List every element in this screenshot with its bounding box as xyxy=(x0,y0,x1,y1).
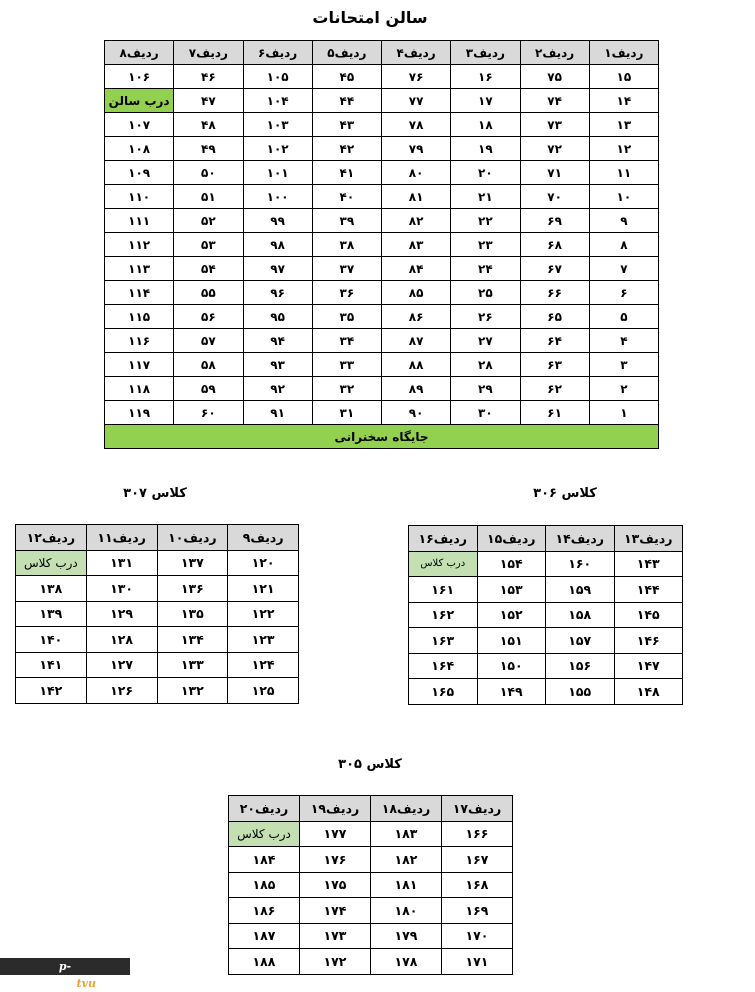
seat-number-cell: ۴۴ xyxy=(312,89,381,113)
seat-number-cell: ۹۵ xyxy=(243,305,312,329)
seat-number-cell: ۴۶ xyxy=(174,65,243,89)
seat-number-cell: ۱۵۰ xyxy=(477,653,546,679)
seat-number-cell: ۶ xyxy=(589,281,658,305)
seat-number-cell: ۱۰۸ xyxy=(105,137,174,161)
class-307-table xyxy=(15,524,299,704)
column-header: ردیف۱۶ xyxy=(409,526,478,552)
seat-number-cell: ۱۷ xyxy=(451,89,520,113)
seat-number-cell: ۱۳۸ xyxy=(16,576,87,602)
seat-number-cell: ۶۴ xyxy=(520,329,589,353)
seat-number-cell: ۱۶۶ xyxy=(442,821,513,847)
seat-number-cell: ۶۵ xyxy=(520,305,589,329)
column-header: ردیف۳ xyxy=(451,41,520,65)
table-row xyxy=(16,550,299,576)
seat-number-cell: ۱۰۱ xyxy=(243,161,312,185)
watermark-suffix: .ac.ir xyxy=(96,977,128,990)
seat-number-cell: ۴۷ xyxy=(174,89,243,113)
seat-number-cell: ۳۵ xyxy=(312,305,381,329)
table-row xyxy=(229,847,513,873)
class-307-title: کلاس ۳۰۷ xyxy=(123,486,187,501)
seat-number-cell: ۱۶۵ xyxy=(409,679,478,705)
seat-number-cell: ۵۷ xyxy=(174,329,243,353)
seat-number-cell: ۱۰۲ xyxy=(243,137,312,161)
seat-number-cell: ۱۷۹ xyxy=(371,923,442,949)
site-watermark xyxy=(0,958,130,990)
seat-number-cell: ۶۹ xyxy=(520,209,589,233)
seat-number-cell: ۱۷۸ xyxy=(371,949,442,975)
seat-number-cell: ۴۰ xyxy=(312,185,381,209)
seat-number-cell: ۱۵۶ xyxy=(546,653,615,679)
seat-number-cell: ۷۵ xyxy=(520,65,589,89)
seat-number-cell: ۶۷ xyxy=(520,257,589,281)
seat-number-cell: ۳۹ xyxy=(312,209,381,233)
seat-number-cell: ۱۱۷ xyxy=(105,353,174,377)
seat-number-cell: ۱۰۳ xyxy=(243,113,312,137)
seat-number-cell: ۱۳۷ xyxy=(157,550,228,576)
table-row xyxy=(105,377,659,401)
class-305-table xyxy=(228,795,513,975)
seat-number-cell: ۱۸۲ xyxy=(371,847,442,873)
seat-number-cell: ۵۰ xyxy=(174,161,243,185)
table-row xyxy=(409,628,683,654)
column-header: ردیف۱۲ xyxy=(16,525,87,551)
seat-number-cell: ۱۷۳ xyxy=(300,923,371,949)
door-cell: درب کلاس xyxy=(409,551,478,577)
column-header: ردیف۶ xyxy=(243,41,312,65)
seat-number-cell: ۹۹ xyxy=(243,209,312,233)
column-header: ردیف۲ xyxy=(520,41,589,65)
class-305-header-row xyxy=(229,796,513,822)
seat-number-cell: ۱۵ xyxy=(589,65,658,89)
podium-cell: جایگاه سخنرانی xyxy=(105,425,659,449)
watermark-accent: tvu xyxy=(76,977,97,990)
seat-number-cell: ۹۰ xyxy=(382,401,451,425)
seat-number-cell: ۵۹ xyxy=(174,377,243,401)
seat-number-cell: ۸۲ xyxy=(382,209,451,233)
seat-number-cell: ۶۱ xyxy=(520,401,589,425)
seat-number-cell: ۱۵۷ xyxy=(546,628,615,654)
column-header: ردیف۱۸ xyxy=(371,796,442,822)
column-header: ردیف۱۴ xyxy=(546,526,615,552)
seat-number-cell: ۹۲ xyxy=(243,377,312,401)
seat-number-cell: ۹ xyxy=(589,209,658,233)
seat-number-cell: ۲۵ xyxy=(451,281,520,305)
seat-number-cell: ۹۷ xyxy=(243,257,312,281)
column-header: ردیف۹ xyxy=(228,525,299,551)
seat-number-cell: ۱۲۷ xyxy=(86,652,157,678)
table-row xyxy=(409,602,683,628)
column-header: ردیف۲۰ xyxy=(229,796,300,822)
seat-number-cell: ۱۸۳ xyxy=(371,821,442,847)
seat-number-cell: ۴۹ xyxy=(174,137,243,161)
seat-number-cell: ۹۸ xyxy=(243,233,312,257)
table-row xyxy=(16,678,299,704)
seat-number-cell: ۴۳ xyxy=(312,113,381,137)
seat-number-cell: ۱۳۶ xyxy=(157,576,228,602)
seat-number-cell: ۱۵۹ xyxy=(546,577,615,603)
seat-number-cell: ۷۱ xyxy=(520,161,589,185)
seat-number-cell: ۱۳۲ xyxy=(157,678,228,704)
table-row xyxy=(16,576,299,602)
table-row xyxy=(105,353,659,377)
seat-number-cell: ۱۶۲ xyxy=(409,602,478,628)
seat-number-cell: ۶۰ xyxy=(174,401,243,425)
seat-number-cell: ۲۶ xyxy=(451,305,520,329)
main-hall-header-row xyxy=(105,41,659,65)
seat-number-cell: ۵ xyxy=(589,305,658,329)
seat-number-cell: ۵۸ xyxy=(174,353,243,377)
seat-number-cell: ۱۰۰ xyxy=(243,185,312,209)
table-row xyxy=(229,821,513,847)
seat-number-cell: ۱۵۵ xyxy=(546,679,615,705)
column-header: ردیف۸ xyxy=(105,41,174,65)
seat-number-cell: ۷۰ xyxy=(520,185,589,209)
seat-number-cell: ۱۷۵ xyxy=(300,872,371,898)
seat-number-cell: ۱۳۳ xyxy=(157,652,228,678)
seat-number-cell: ۱۱۱ xyxy=(105,209,174,233)
seat-number-cell: ۵۴ xyxy=(174,257,243,281)
table-row xyxy=(105,89,659,113)
seat-number-cell: ۷۴ xyxy=(520,89,589,113)
seat-number-cell: ۱۲۲ xyxy=(228,601,299,627)
seat-number-cell: ۵۳ xyxy=(174,233,243,257)
seat-number-cell: ۸۱ xyxy=(382,185,451,209)
seat-number-cell: ۱۸۱ xyxy=(371,872,442,898)
seat-number-cell: ۱۳ xyxy=(589,113,658,137)
seat-number-cell: ۱۷۶ xyxy=(300,847,371,873)
table-row xyxy=(16,601,299,627)
seat-number-cell: ۲۷ xyxy=(451,329,520,353)
seat-number-cell: ۷۹ xyxy=(382,137,451,161)
door-cell: درب کلاس xyxy=(229,821,300,847)
seat-number-cell: ۱۲۵ xyxy=(228,678,299,704)
seat-number-cell: ۴۱ xyxy=(312,161,381,185)
seat-number-cell: ۸۶ xyxy=(382,305,451,329)
seat-number-cell: ۵۱ xyxy=(174,185,243,209)
seat-number-cell: ۲۱ xyxy=(451,185,520,209)
seat-number-cell: ۸۰ xyxy=(382,161,451,185)
seat-number-cell: ۱۳۵ xyxy=(157,601,228,627)
table-row xyxy=(409,577,683,603)
table-row xyxy=(229,949,513,975)
seat-number-cell: ۱۱۳ xyxy=(105,257,174,281)
seat-number-cell: ۱۱۸ xyxy=(105,377,174,401)
seat-number-cell: ۱۶۱ xyxy=(409,577,478,603)
column-header: ردیف۱۵ xyxy=(477,526,546,552)
table-row xyxy=(105,233,659,257)
table-row xyxy=(105,281,659,305)
class-307-header-row xyxy=(16,525,299,551)
table-row xyxy=(105,401,659,425)
column-header: ردیف۱۰ xyxy=(157,525,228,551)
seat-number-cell: ۱۵۱ xyxy=(477,628,546,654)
seat-number-cell: ۱۶۰ xyxy=(546,551,615,577)
seat-number-cell: ۶۲ xyxy=(520,377,589,401)
seat-number-cell: ۱۸۰ xyxy=(371,898,442,924)
seat-number-cell: ۲۲ xyxy=(451,209,520,233)
column-header: ردیف۵ xyxy=(312,41,381,65)
seat-number-cell: ۱۷۱ xyxy=(442,949,513,975)
seat-number-cell: ۵۶ xyxy=(174,305,243,329)
table-row xyxy=(229,898,513,924)
seat-number-cell: ۵۲ xyxy=(174,209,243,233)
seat-number-cell: ۲۳ xyxy=(451,233,520,257)
seat-number-cell: ۳۶ xyxy=(312,281,381,305)
seat-number-cell: ۹۶ xyxy=(243,281,312,305)
seat-number-cell: ۱۱۴ xyxy=(105,281,174,305)
seat-number-cell: ۳۰ xyxy=(451,401,520,425)
seat-number-cell: ۱۲۶ xyxy=(86,678,157,704)
seat-number-cell: ۳۲ xyxy=(312,377,381,401)
seat-number-cell: ۱۴۹ xyxy=(477,679,546,705)
seat-number-cell: ۱۴ xyxy=(589,89,658,113)
seat-number-cell: ۱۹ xyxy=(451,137,520,161)
seat-number-cell: ۱۱۶ xyxy=(105,329,174,353)
column-header: ردیف۱۱ xyxy=(86,525,157,551)
class-305-title: کلاس ۳۰۵ xyxy=(338,757,402,772)
column-header: ردیف۱ xyxy=(589,41,658,65)
table-row xyxy=(409,653,683,679)
seat-number-cell: ۱۷۴ xyxy=(300,898,371,924)
table-row xyxy=(105,305,659,329)
seat-number-cell: ۱۴۴ xyxy=(614,577,683,603)
seat-number-cell: ۱۰۴ xyxy=(243,89,312,113)
seat-number-cell: ۳۸ xyxy=(312,233,381,257)
seat-number-cell: ۱۶۷ xyxy=(442,847,513,873)
seat-number-cell: ۱۸۶ xyxy=(229,898,300,924)
seat-number-cell: ۱۴۲ xyxy=(16,678,87,704)
table-row xyxy=(229,923,513,949)
seat-number-cell: ۱۱۰ xyxy=(105,185,174,209)
seat-number-cell: ۸۴ xyxy=(382,257,451,281)
seat-number-cell: ۲ xyxy=(589,377,658,401)
seat-number-cell: ۱۰۶ xyxy=(105,65,174,89)
seat-number-cell: ۷۲ xyxy=(520,137,589,161)
seat-number-cell: ۶۶ xyxy=(520,281,589,305)
seat-number-cell: ۹۱ xyxy=(243,401,312,425)
seat-number-cell: ۱۴۸ xyxy=(614,679,683,705)
seat-number-cell: ۱۵۳ xyxy=(477,577,546,603)
seat-number-cell: ۱۴۵ xyxy=(614,602,683,628)
seat-number-cell: ۱۳۴ xyxy=(157,627,228,653)
seat-number-cell: ۸ xyxy=(589,233,658,257)
main-hall-title: سالن امتحانات xyxy=(312,8,428,27)
seat-number-cell: ۱۳۹ xyxy=(16,601,87,627)
seat-number-cell: ۱۰۵ xyxy=(243,65,312,89)
seat-number-cell: ۸۷ xyxy=(382,329,451,353)
seat-number-cell: ۸۳ xyxy=(382,233,451,257)
column-header: ردیف۱۹ xyxy=(300,796,371,822)
seat-number-cell: ۱۳۱ xyxy=(86,550,157,576)
seat-number-cell: ۱۲۹ xyxy=(86,601,157,627)
door-cell: درب کلاس xyxy=(16,550,87,576)
seat-number-cell: ۱۷۷ xyxy=(300,821,371,847)
table-row xyxy=(105,113,659,137)
table-row xyxy=(409,679,683,705)
table-row xyxy=(16,627,299,653)
seat-number-cell: ۱۳۰ xyxy=(86,576,157,602)
seat-number-cell: ۳۷ xyxy=(312,257,381,281)
seat-number-cell: ۱۲۳ xyxy=(228,627,299,653)
seat-number-cell: ۱۲ xyxy=(589,137,658,161)
seat-number-cell: ۸۹ xyxy=(382,377,451,401)
seat-number-cell: ۶۳ xyxy=(520,353,589,377)
seat-number-cell: ۴۲ xyxy=(312,137,381,161)
seat-number-cell: ۲۸ xyxy=(451,353,520,377)
seat-number-cell: ۱۲۸ xyxy=(86,627,157,653)
seat-number-cell: ۱۷۲ xyxy=(300,949,371,975)
seat-number-cell: ۷ xyxy=(589,257,658,281)
seat-number-cell: ۱۷۰ xyxy=(442,923,513,949)
seat-number-cell: ۱۵۴ xyxy=(477,551,546,577)
table-row xyxy=(105,65,659,89)
seat-number-cell: ۱ xyxy=(589,401,658,425)
seat-number-cell: ۱۱۲ xyxy=(105,233,174,257)
seat-number-cell: ۸۸ xyxy=(382,353,451,377)
seat-number-cell: ۳۴ xyxy=(312,329,381,353)
table-row xyxy=(105,137,659,161)
seat-number-cell: ۳۳ xyxy=(312,353,381,377)
seat-number-cell: ۱۶۸ xyxy=(442,872,513,898)
seat-number-cell: ۱۵۲ xyxy=(477,602,546,628)
seat-number-cell: ۱۸۵ xyxy=(229,872,300,898)
seat-number-cell: ۱۸۷ xyxy=(229,923,300,949)
seat-number-cell: ۱۵۸ xyxy=(546,602,615,628)
main-hall-table xyxy=(104,40,659,449)
seat-number-cell: ۴۸ xyxy=(174,113,243,137)
class-306-table xyxy=(408,525,683,705)
seat-number-cell: ۵۵ xyxy=(174,281,243,305)
class-306-title: کلاس ۳۰۶ xyxy=(533,486,597,501)
class-306-header-row xyxy=(409,526,683,552)
seat-number-cell: ۱۰ xyxy=(589,185,658,209)
seat-number-cell: ۱۲۴ xyxy=(228,652,299,678)
seat-number-cell: ۱۲۱ xyxy=(228,576,299,602)
table-row xyxy=(16,652,299,678)
seat-number-cell: ۱۴۳ xyxy=(614,551,683,577)
seat-number-cell: ۶۸ xyxy=(520,233,589,257)
seat-number-cell: ۱۱ xyxy=(589,161,658,185)
seat-number-cell: ۱۶۹ xyxy=(442,898,513,924)
seat-number-cell: ۱۱۵ xyxy=(105,305,174,329)
seat-number-cell: ۱۶۳ xyxy=(409,628,478,654)
seat-number-cell: ۸۵ xyxy=(382,281,451,305)
watermark-prefix: p-golpayegan. xyxy=(2,960,77,990)
table-row xyxy=(105,185,659,209)
table-row xyxy=(229,872,513,898)
seat-number-cell: ۲۴ xyxy=(451,257,520,281)
seat-number-cell: ۹۴ xyxy=(243,329,312,353)
seat-number-cell: ۱۴۷ xyxy=(614,653,683,679)
seat-number-cell: ۱۶۴ xyxy=(409,653,478,679)
seat-number-cell: ۱۰۹ xyxy=(105,161,174,185)
seat-number-cell: ۱۶ xyxy=(451,65,520,89)
seat-number-cell: ۲۹ xyxy=(451,377,520,401)
seat-number-cell: ۳ xyxy=(589,353,658,377)
seat-number-cell: ۱۴۰ xyxy=(16,627,87,653)
column-header: ردیف۱۷ xyxy=(442,796,513,822)
seat-number-cell: ۴۵ xyxy=(312,65,381,89)
table-row xyxy=(105,329,659,353)
seat-number-cell: ۴ xyxy=(589,329,658,353)
seat-number-cell: ۱۲۰ xyxy=(228,550,299,576)
seat-number-cell: ۱۱۹ xyxy=(105,401,174,425)
seat-number-cell: ۱۸۴ xyxy=(229,847,300,873)
seat-number-cell: ۳۱ xyxy=(312,401,381,425)
seat-number-cell: ۹۳ xyxy=(243,353,312,377)
seat-number-cell: ۷۸ xyxy=(382,113,451,137)
seat-number-cell: ۱۸۸ xyxy=(229,949,300,975)
column-header: ردیف۷ xyxy=(174,41,243,65)
column-header: ردیف۱۳ xyxy=(614,526,683,552)
seat-number-cell: ۲۰ xyxy=(451,161,520,185)
seat-number-cell: ۷۳ xyxy=(520,113,589,137)
door-cell: درب سالن xyxy=(105,89,174,113)
table-row xyxy=(409,551,683,577)
table-row xyxy=(105,209,659,233)
seat-number-cell: ۷۷ xyxy=(382,89,451,113)
seat-number-cell: ۱۸ xyxy=(451,113,520,137)
table-row xyxy=(105,161,659,185)
seat-number-cell: ۱۴۶ xyxy=(614,628,683,654)
seat-number-cell: ۱۴۱ xyxy=(16,652,87,678)
column-header: ردیف۴ xyxy=(382,41,451,65)
seat-number-cell: ۱۰۷ xyxy=(105,113,174,137)
table-row xyxy=(105,257,659,281)
seat-number-cell: ۷۶ xyxy=(382,65,451,89)
